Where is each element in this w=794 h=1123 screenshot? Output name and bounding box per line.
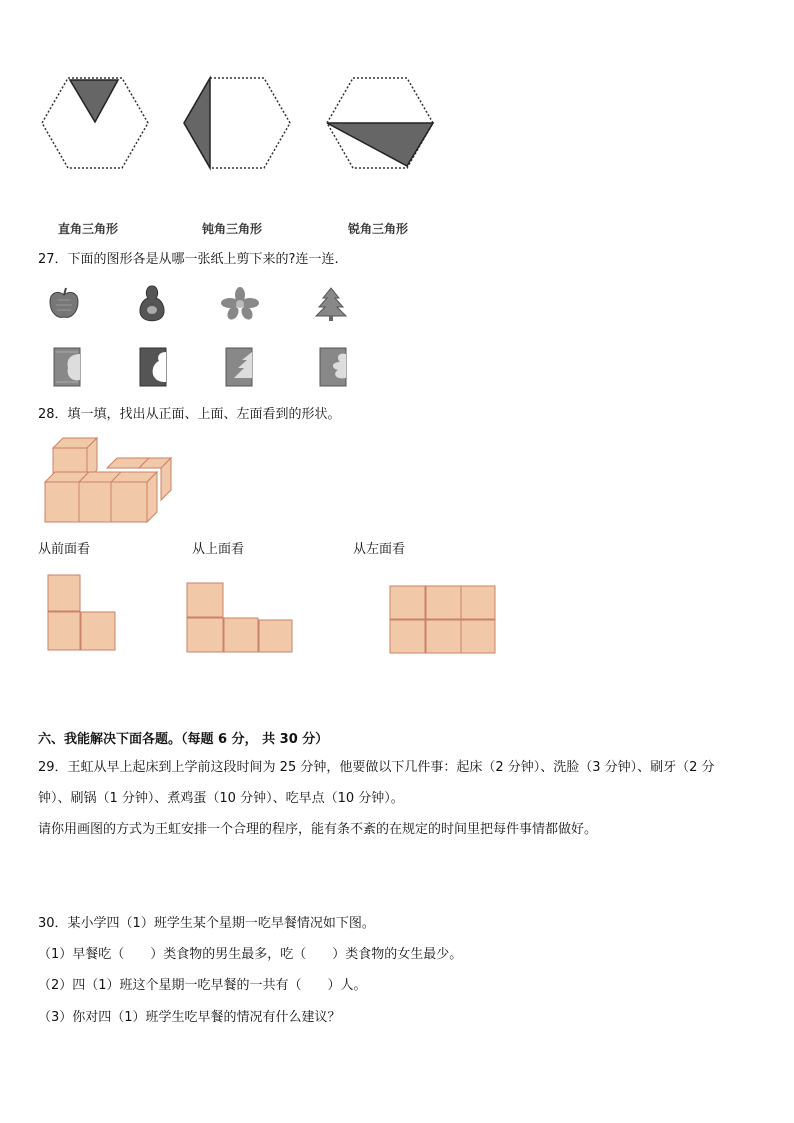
paper-apple-half-icon[interactable] [52,346,82,388]
hexagon-acute-triangle-figure [325,76,435,171]
paper-flower-half-icon[interactable] [318,346,348,388]
section-6-title: 六、我能解决下面各题。（每题 6 分， 共 30 分） [38,732,329,747]
view-label-left: 从左面看 [353,542,406,557]
gourd-cutout-icon[interactable] [134,284,170,324]
hexagon-obtuse-triangle-figure [182,76,292,171]
paper-tree-half-icon[interactable] [224,346,254,388]
view-label-front: 从前面看 [38,542,91,557]
question-29-line-2: 钟）、刷锅（1 分钟）、煮鸡蛋（10 分钟）、吃早点（10 分钟）。 [38,791,404,806]
apple-cutout-icon[interactable] [46,286,82,322]
question-28-text: 28．填一填，找出从正面、上面、左面看到的形状。 [38,407,341,422]
question-27-text: 27．下面的图形各是从哪一张纸上剪下来的?连一连. [38,252,339,267]
left-view-grid[interactable] [389,585,497,655]
front-view-grid[interactable] [47,574,117,652]
tree-cutout-icon[interactable] [314,286,348,322]
view-label-top: 从上面看 [192,542,245,557]
paper-gourd-half-icon[interactable] [138,346,168,388]
question-29-line-3: 请你用画图的方式为王虹安排一个合理的程序，能有条不紊的在规定的时间里把每件事情都做好。 [38,822,598,837]
question-30-line-3: （2）四（1）班这个星期一吃早餐的一共有（ ）人。 [38,978,367,993]
hexagon-right-triangle-figure [40,76,150,171]
top-view-grid[interactable] [186,582,294,654]
flower-cutout-icon[interactable] [220,286,260,322]
caption-acute-triangle: 锐角三角形 [348,222,409,236]
question-30-line-4: （3）你对四（1）班学生吃早餐的情况有什么建议？ [38,1010,341,1025]
caption-right-triangle: 直角三角形 [58,222,119,236]
question-30-line-1: 30．某小学四（1）班学生某个星期一吃早餐情况如下图。 [38,916,375,931]
question-30-line-2: （1）早餐吃（ ）类食物的男生最多，吃（ ）类食物的女生最少。 [38,947,463,962]
cube-arrangement-figure [43,436,173,526]
question-29-line-1: 29．王虹从早上起床到上学前这段时间为 25 分钟，他要做以下几件事：起床（2 分钟）、洗脸（3 分钟）、刷牙（2 分 [38,760,715,775]
caption-obtuse-triangle: 钝角三角形 [202,222,263,236]
